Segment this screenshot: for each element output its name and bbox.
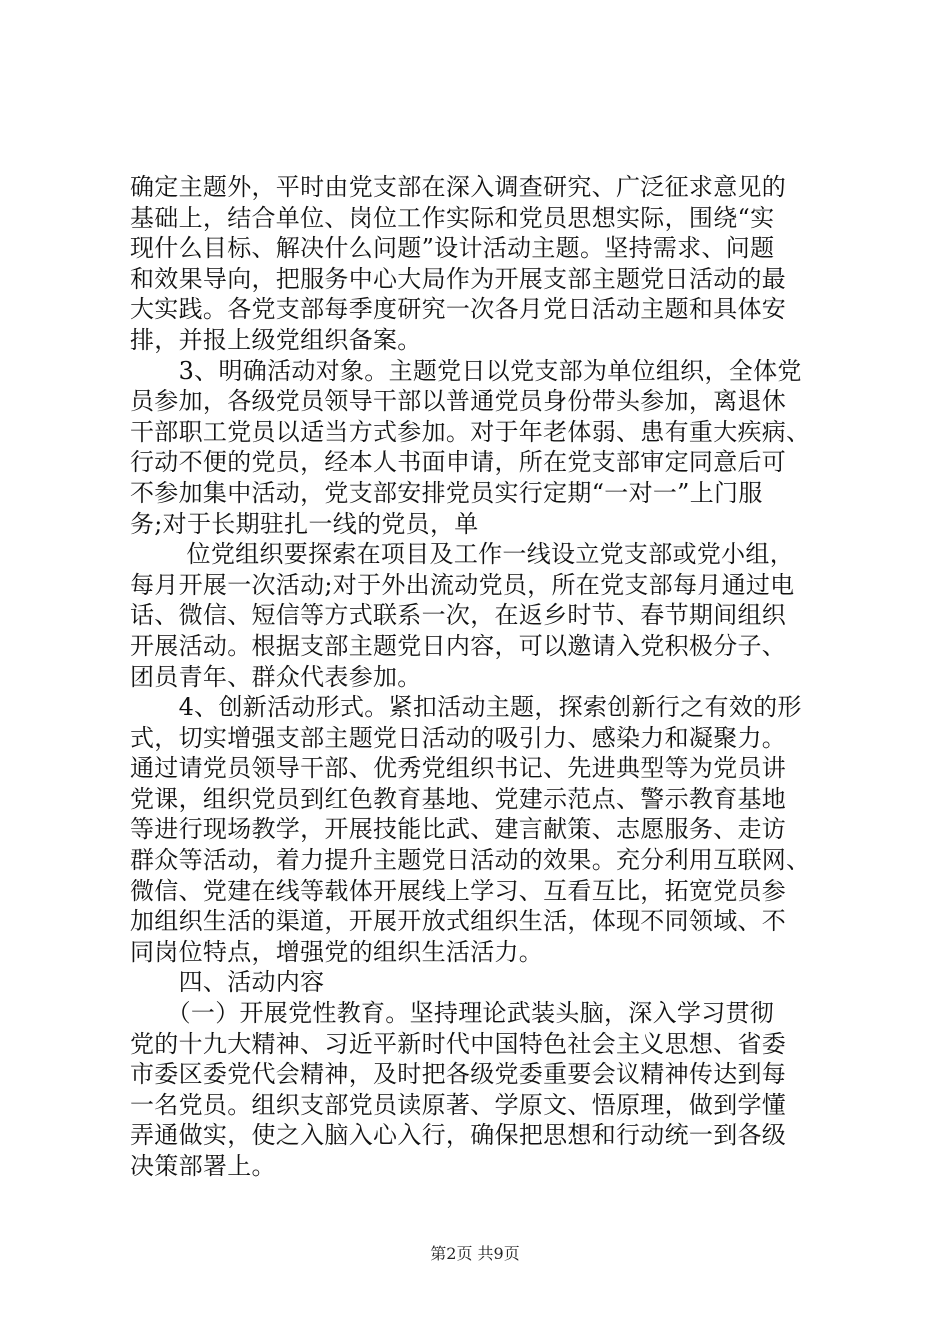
text-line: 确定主题外，平时由党支部在深入调查研究、广泛征求意见的	[130, 173, 787, 201]
document-body	[130, 172, 830, 1182]
text-line: 弄通做实，使之入脑入心入行，确保把思想和行动统一到各级	[130, 1121, 787, 1150]
text-line: 大实践。各党支部每季度研究一次各月党日活动主题和具体安	[130, 295, 787, 324]
text-line: 4、创新活动形式。紧扣活动主题，探索创新行之有效的形	[130, 693, 802, 722]
text-line: 党的十九大精神、习近平新时代中国特色社会主义思想、省委	[130, 1029, 787, 1058]
section-heading: 四、活动内容	[130, 968, 325, 997]
text-line: 员参加，各级党员领导干部以普通党员身份带头参加，离退休	[130, 387, 787, 416]
text-line: 等进行现场教学，开展技能比武、建言献策、志愿服务、走访	[130, 815, 787, 844]
text-line: 位党组织要探索在项目及工作一线设立党支部或党小组，	[130, 540, 795, 569]
text-line: 开展活动。根据支部主题党日内容，可以邀请入党积极分子、	[130, 631, 787, 660]
text-line: 市委区委党代会精神，及时把各级党委重要会议精神传达到每	[130, 1060, 787, 1089]
text-line: 式，切实增强支部主题党日活动的吸引力、感染力和凝聚力。	[130, 723, 787, 752]
text-line: 干部职工党员以适当方式参加。对于年老体弱、患有重大疾病、	[130, 417, 811, 446]
text-line: 每月开展一次活动;对于外出流动党员，所在党支部每月通过电	[130, 570, 795, 599]
text-line: （一）开展党性教育。坚持理论武装头脑，深入学习贯彻	[130, 999, 775, 1028]
text-line: 话、微信、短信等方式联系一次，在返乡时节、春节期间组织	[130, 601, 787, 630]
text-line: 微信、党建在线等载体开展线上学习、互看互比，拓宽党员参	[130, 876, 787, 905]
text-line: 排，并报上级党组织备案。	[130, 325, 422, 354]
page-number: 第2页 共9页	[430, 1244, 520, 1263]
text-line: 加组织生活的渠道，开展开放式组织生活，体现不同领域、不	[130, 907, 787, 936]
text-line: 务;对于长期驻扎一线的党员，单	[130, 509, 479, 538]
text-line: 群众等活动，着力提升主题党日活动的效果。充分利用互联网、	[130, 846, 811, 875]
text-line: 和效果导向，把服务中心大局作为开展支部主题党日活动的最	[130, 264, 787, 293]
text-line: 3、明确活动对象。主题党日以党支部为单位组织，全体党	[130, 356, 802, 385]
text-line: 同岗位特点，增强党的组织生活活力。	[130, 937, 544, 966]
text-line: 通过请党员领导干部、优秀党组织书记、先进典型等为党员讲	[130, 754, 787, 783]
text-line: 行动不便的党员，经本人书面申请，所在党支部审定同意后可	[130, 448, 787, 477]
text-line: 决策部署上。	[130, 1152, 276, 1180]
text-line: 一名党员。组织支部党员读原著、学原文、悟原理，做到学懂	[130, 1090, 787, 1119]
text-line: 团员青年、群众代表参加。	[130, 662, 422, 691]
text-line: 不参加集中活动，党支部安排党员实行定期“一对一”上门服	[130, 478, 763, 507]
text-line: 基础上，结合单位、岗位工作实际和党员思想实际，围绕“实	[130, 203, 775, 232]
text-line: 党课，组织党员到红色教育基地、党建示范点、警示教育基地	[130, 784, 787, 813]
text-line: 现什么目标、解决什么问题”设计活动主题。坚持需求、问题	[130, 234, 775, 263]
